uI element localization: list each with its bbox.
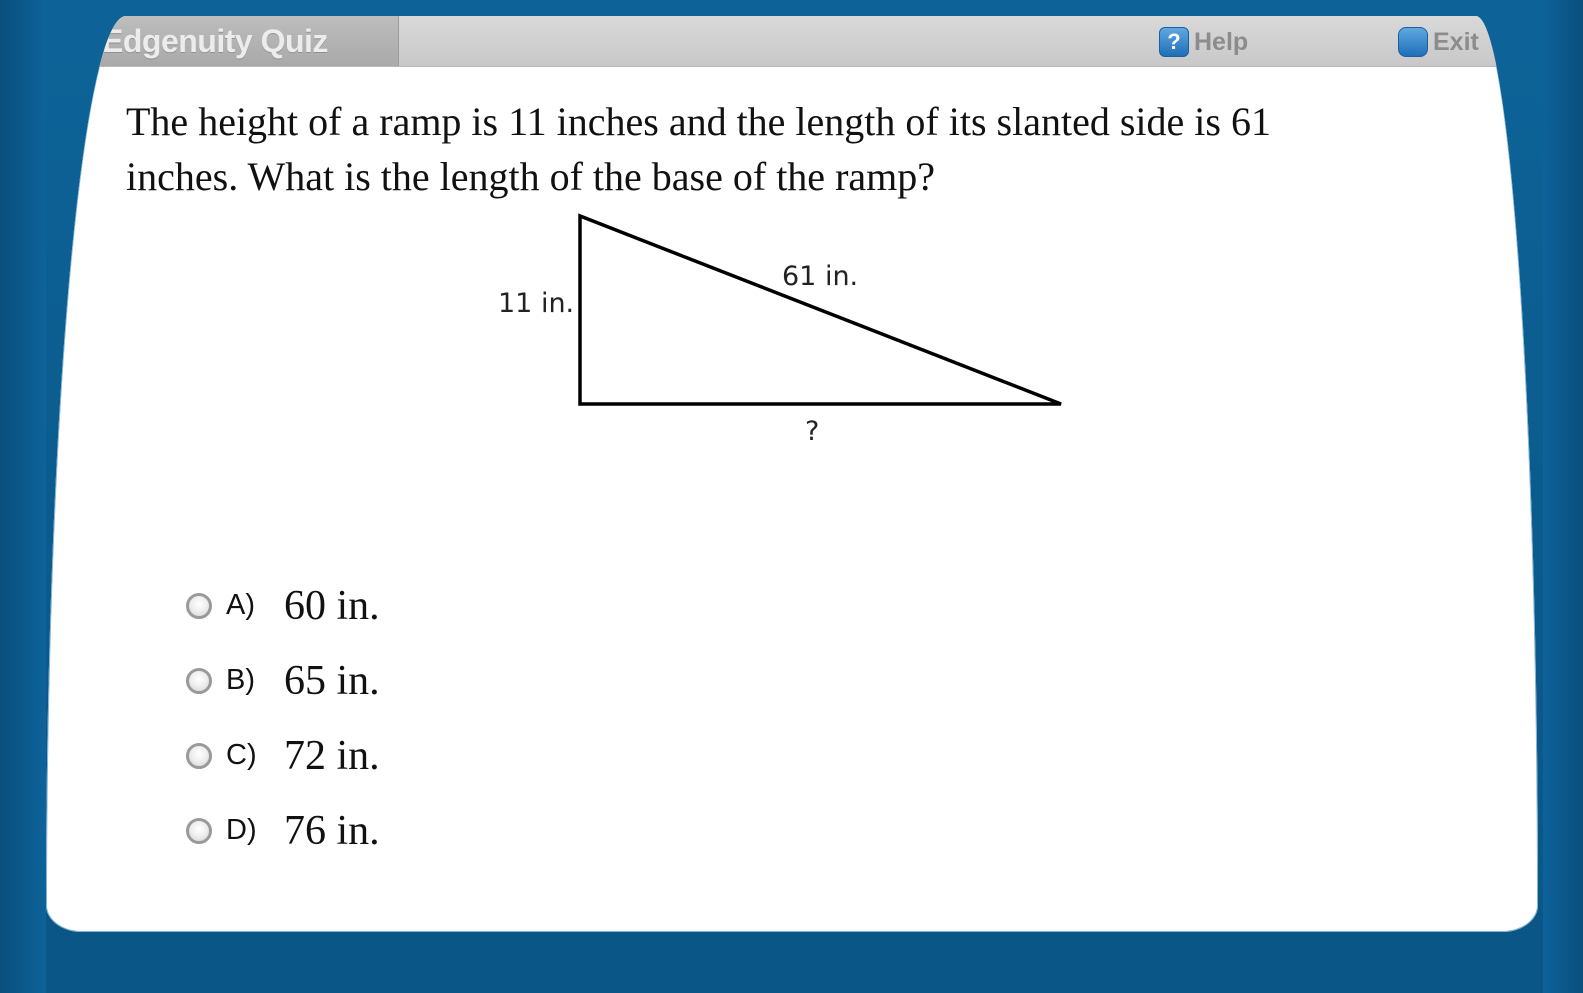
exit-button[interactable] [1398, 25, 1479, 59]
question-line-1: The height of a ramp is 11 inches and the length of its slanted side is 61 [126, 99, 1271, 144]
question-text [126, 94, 1406, 204]
question-line-2: inches. What is the length of the base of the ramp? [126, 154, 936, 199]
choice-letter: C) [226, 739, 257, 771]
choice-letter: B) [226, 664, 255, 696]
base-label: ? [805, 416, 820, 447]
exit-label: Exit [1433, 27, 1479, 56]
choice-c[interactable] [186, 718, 380, 793]
choice-b[interactable] [186, 643, 380, 718]
left-frame-edge [0, 0, 46, 993]
answer-choices [186, 568, 380, 868]
choice-d[interactable] [186, 793, 380, 868]
choice-text: 60 in. [284, 582, 380, 629]
choice-letter: A) [226, 589, 255, 621]
exit-icon [1398, 27, 1428, 57]
choice-a[interactable] [186, 568, 380, 643]
title-bar [46, 16, 1538, 67]
choice-text: 65 in. [284, 657, 380, 704]
hypotenuse-label: 61 in. [782, 261, 859, 292]
help-button[interactable] [1159, 25, 1248, 59]
right-frame-edge [1543, 0, 1583, 993]
radio-button[interactable] [186, 668, 212, 694]
quiz-window [46, 16, 1538, 932]
ramp-triangle [580, 216, 1061, 404]
choice-text: 72 in. [284, 732, 380, 779]
window-title: Edgenuity Quiz [102, 23, 328, 59]
height-label: 11 in. [498, 288, 575, 319]
choice-letter: D) [226, 814, 257, 846]
question-mark-icon: ? [1159, 27, 1189, 57]
radio-button[interactable] [186, 743, 212, 769]
choice-text: 76 in. [284, 807, 380, 854]
radio-button[interactable] [186, 593, 212, 619]
help-label: Help [1194, 27, 1249, 56]
title-tab [46, 16, 399, 66]
ramp-triangle-diagram [486, 212, 1086, 462]
radio-button[interactable] [186, 818, 212, 844]
